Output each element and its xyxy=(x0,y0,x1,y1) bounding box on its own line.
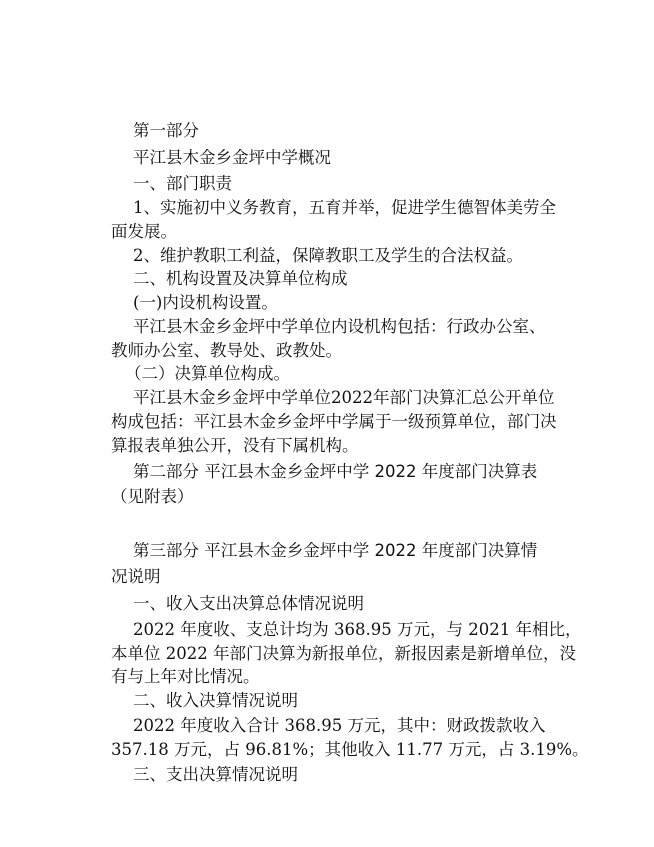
internal-structure-text-continued: 教师办公室、教导处、政教处。 xyxy=(111,341,342,360)
section-heading-income: 二、收入决算情况说明 xyxy=(133,691,298,710)
subsection-budget-units: （二）决算单位构成。 xyxy=(125,364,290,383)
section-heading-overall: 一、收入支出决算总体情况说明 xyxy=(133,594,364,613)
budget-units-text-3: 算报表单独公开，没有下属机构。 xyxy=(111,436,359,455)
part3-heading: 第三部分 平江县木金乡金坪中学 2022 年度部门决算情 xyxy=(133,541,538,560)
budget-units-text-2: 构成包括：平江县木金乡金坪中学属于一级预算单位，部门决 xyxy=(111,412,557,431)
section-heading-structure: 二、机构设置及决算单位构成 xyxy=(133,269,348,288)
income-text: 2022 年度收入合计 368.95 万元，其中：财政拨款收入 xyxy=(133,716,546,735)
income-text-2: 357.18 万元，占 96.81%；其他收入 11.77 万元，占 3.19%。 xyxy=(111,740,589,759)
part1-heading: 第一部分 xyxy=(133,121,199,140)
duty-item-1: 1、实施初中义务教育，五育并举，促进学生德智体美劳全 xyxy=(133,198,556,217)
section-heading-duties: 一、部门职责 xyxy=(133,174,232,193)
section-heading-expenditure: 三、支出决算情况说明 xyxy=(133,765,298,784)
subsection-internal-structure: (一)内设机构设置。 xyxy=(133,293,278,312)
budget-units-text: 平江县木金乡金坪中学单位2022年部门决算汇总公开单位 xyxy=(133,388,555,407)
overall-text-2: 本单位 2022 年部门决算为新报单位，新报因素是新增单位，没 xyxy=(111,644,576,663)
duty-item-2: 2、维护教职工利益，保障教职工及学生的合法权益。 xyxy=(133,246,523,265)
part2-heading: 第二部分 平江县木金乡金坪中学 2022 年度部门决算表 xyxy=(133,462,538,481)
duty-item-1-continued: 面发展。 xyxy=(111,222,177,241)
overall-text: 2022 年度收、支总计均为 368.95 万元，与 2021 年相比， xyxy=(133,620,582,639)
part1-title: 平江县木金乡金坪中学概况 xyxy=(133,148,331,167)
part2-heading-continued: （见附表） xyxy=(111,487,194,506)
overall-text-3: 有与上年对比情况。 xyxy=(111,667,260,686)
internal-structure-text: 平江县木金乡金坪中学单位内设机构包括：行政办公室、 xyxy=(133,317,546,336)
part3-heading-continued: 况说明 xyxy=(111,567,161,586)
